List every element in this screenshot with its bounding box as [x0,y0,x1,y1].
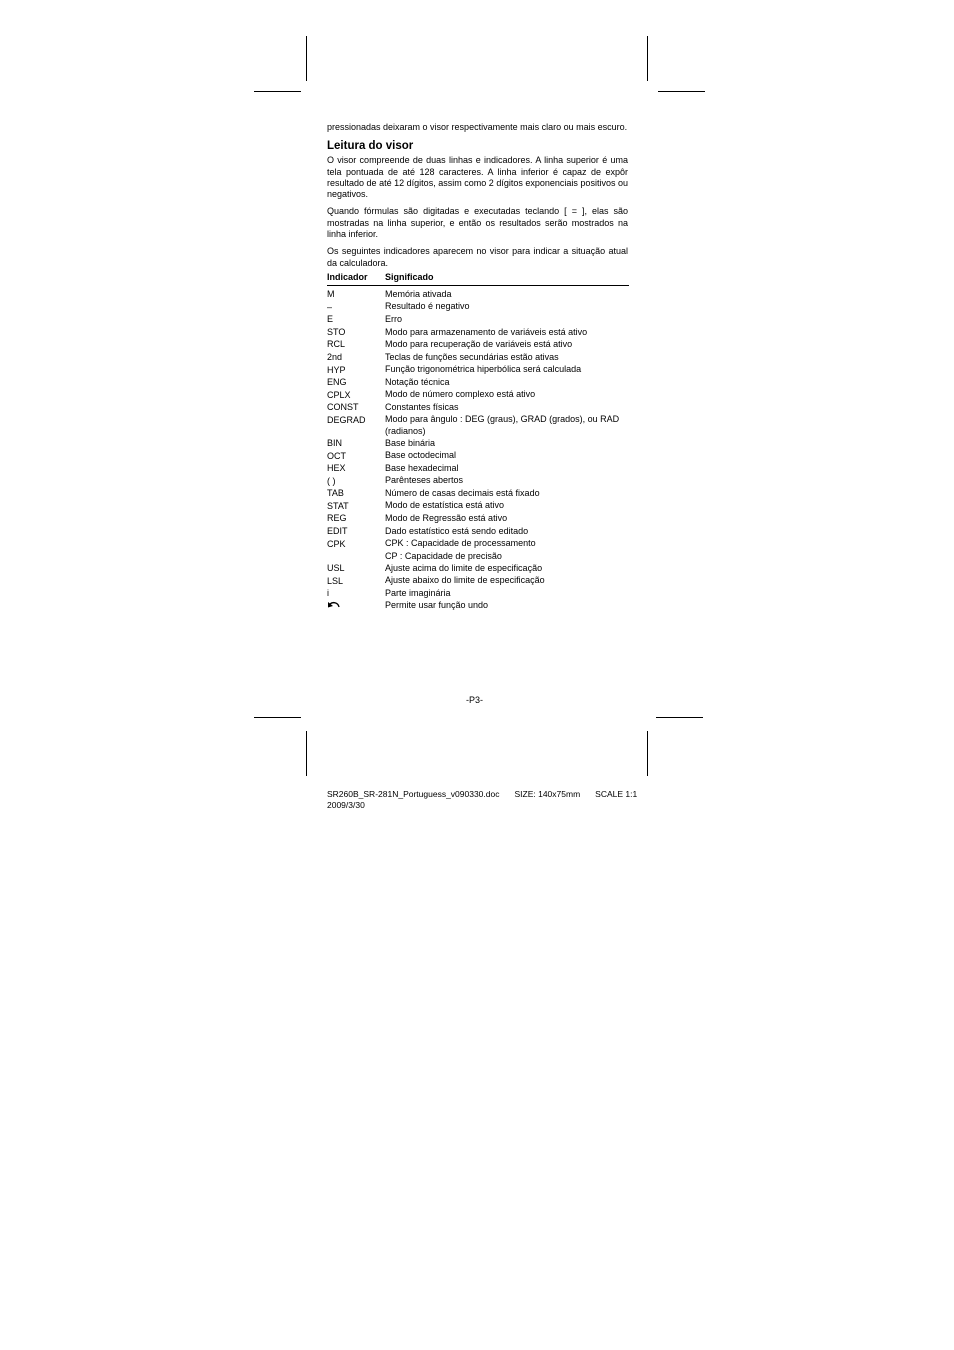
indicator-cell: 2nd [327,352,343,362]
table-row [327,338,628,351]
indicator-cell: – [327,301,333,312]
meaning-cell: Ajuste acima do limite de especificação [385,562,543,573]
indicator-cell: EDIT [327,525,348,536]
indicator-cell: E [327,314,334,325]
meaning-cell: Número de casas decimais está fixado [385,487,540,498]
header-indicator: Indicador [327,271,368,282]
table-row [327,562,628,575]
indicator-table [327,272,628,612]
indicator-cell: HYP [327,364,346,375]
indicator-cell [327,600,385,613]
indicator-cell: LSL [327,575,344,586]
indicator-cell: TAB [327,488,344,499]
footer-size: SIZE: 140x75mm [514,789,581,799]
meaning-cell: Parênteses abertos [385,475,464,486]
table-row [327,600,628,613]
page-number: -P3- [466,695,484,705]
table-row [327,288,628,301]
document-footer [327,789,637,810]
indicator-cell: CONST [327,402,359,413]
table-row [327,487,628,500]
meaning-cell: Modo de estatística está ativo [385,500,505,511]
meaning-cell: Modo para recuperação de variáveis está ativo [385,339,573,350]
meaning-cell: Modo para ângulo : DEG (graus), GRAD (grados), ou RAD (radianos) [385,414,620,436]
meaning-cell: Ajuste abaixo do limite de especificação [385,575,545,586]
meaning-cell: Erro [385,313,403,324]
meaning-cell: Notação técnica [385,376,450,387]
meaning-cell: Constantes físicas [385,401,459,412]
indicator-cell: OCT [327,450,346,461]
table-row [327,525,628,538]
crop-mark-top-left-horizontal [254,91,301,92]
meaning-cell: Dado estatístico está sendo editado [385,525,529,536]
indicator-cell: STAT [327,500,349,511]
table-row [327,414,628,437]
meaning-cell: Permite usar função undo [385,600,489,611]
table-row [327,376,628,389]
crop-mark-top-left-vertical [306,36,307,81]
meaning-cell: Memória ativada [385,288,452,299]
table-row [327,500,628,513]
meaning-cell: Modo para armazenamento de variáveis está ativo [385,326,588,337]
table-row [327,351,628,364]
meaning-cell: Modo de número complexo está ativo [385,389,536,400]
paragraph-display-description: O visor compreende de duas linhas e indicadores. A linha superior é uma tela pontuada de até 128 caracteres. A linha inferior é capaz de expôr resultado de até 12 dígitos, assim como 2 dígitos exponenciais positivos ou negativos. [327,155,628,200]
indicator-cell: USL [327,563,345,574]
footer-filename: SR260B_SR-281N_Portuguess_v090330.doc [327,789,500,799]
indicator-cell: HEX [327,463,346,474]
indicator-cell: REG [327,513,347,524]
crop-mark-top-right-vertical [647,36,648,81]
paragraph-formula-entry: Quando fórmulas são digitadas e executadas teclando [ = ], elas são mostradas na linha superior, e então os resultados serão mostrados na linha inferior. [327,206,628,240]
table-row [327,401,628,414]
table-row [327,326,628,339]
table-row [327,575,628,588]
crop-mark-top-right-horizontal [658,91,705,92]
table-row [327,587,628,600]
indicator-cell: BIN [327,438,343,449]
indicator-cell: RCL [327,339,346,350]
table-row [327,538,628,551]
indicator-cell [327,550,385,562]
table-header [327,272,629,286]
crop-mark-bottom-right-horizontal [656,717,703,718]
indicator-cell: ( ) [327,475,336,486]
crop-mark-bottom-left-horizontal [254,717,301,718]
table-row [327,389,628,402]
meaning-cell: Base hexadecimal [385,462,459,473]
page-content [327,122,628,612]
meaning-cell: Modo de Regressão está ativo [385,513,508,524]
indicator-cell: DEGRAD [327,414,366,425]
meaning-cell: CPK : Capacidade de processamento [385,538,536,549]
table-body [327,288,628,612]
undo-arrow-icon [327,601,341,611]
table-row [327,364,628,377]
paragraph-indicators-intro: Os seguintes indicadores aparecem no visor para indicar a situação atual da calculadora. [327,246,628,268]
crop-mark-bottom-right-vertical [647,731,648,776]
indicator-cell: CPK [327,538,346,549]
footer-scale: SCALE 1:1 [595,789,638,799]
meaning-cell: CP : Capacidade de precisão [385,550,502,561]
table-row [327,550,628,562]
footer-date: 2009/3/30 [327,799,365,810]
table-row [327,437,628,450]
table-row [327,462,628,475]
indicator-cell: CPLX [327,389,351,400]
indicator-cell: M [327,289,335,300]
table-row [327,512,628,525]
table-row [327,313,628,326]
meaning-cell: Base binária [385,437,436,448]
indicator-cell: i [327,588,329,599]
meaning-cell: Parte imaginária [385,587,451,598]
meaning-cell: Resultado é negativo [385,301,470,312]
section-title: Leitura do visor [327,140,414,153]
header-meaning: Significado [385,271,434,282]
table-row [327,475,628,488]
crop-mark-bottom-left-vertical [306,731,307,776]
meaning-cell: Função trigonométrica hiperbólica será calculada [385,364,582,375]
table-row [327,301,628,314]
indicator-cell: STO [327,326,346,337]
indicator-cell: ENG [327,377,347,388]
table-row [327,450,628,463]
meaning-cell: Teclas de funções secundárias estão ativas [385,351,559,362]
intro-paragraph: pressionadas deixaram o visor respectivamente mais claro ou mais escuro. [327,122,628,132]
meaning-cell: Base octodecimal [385,450,457,461]
